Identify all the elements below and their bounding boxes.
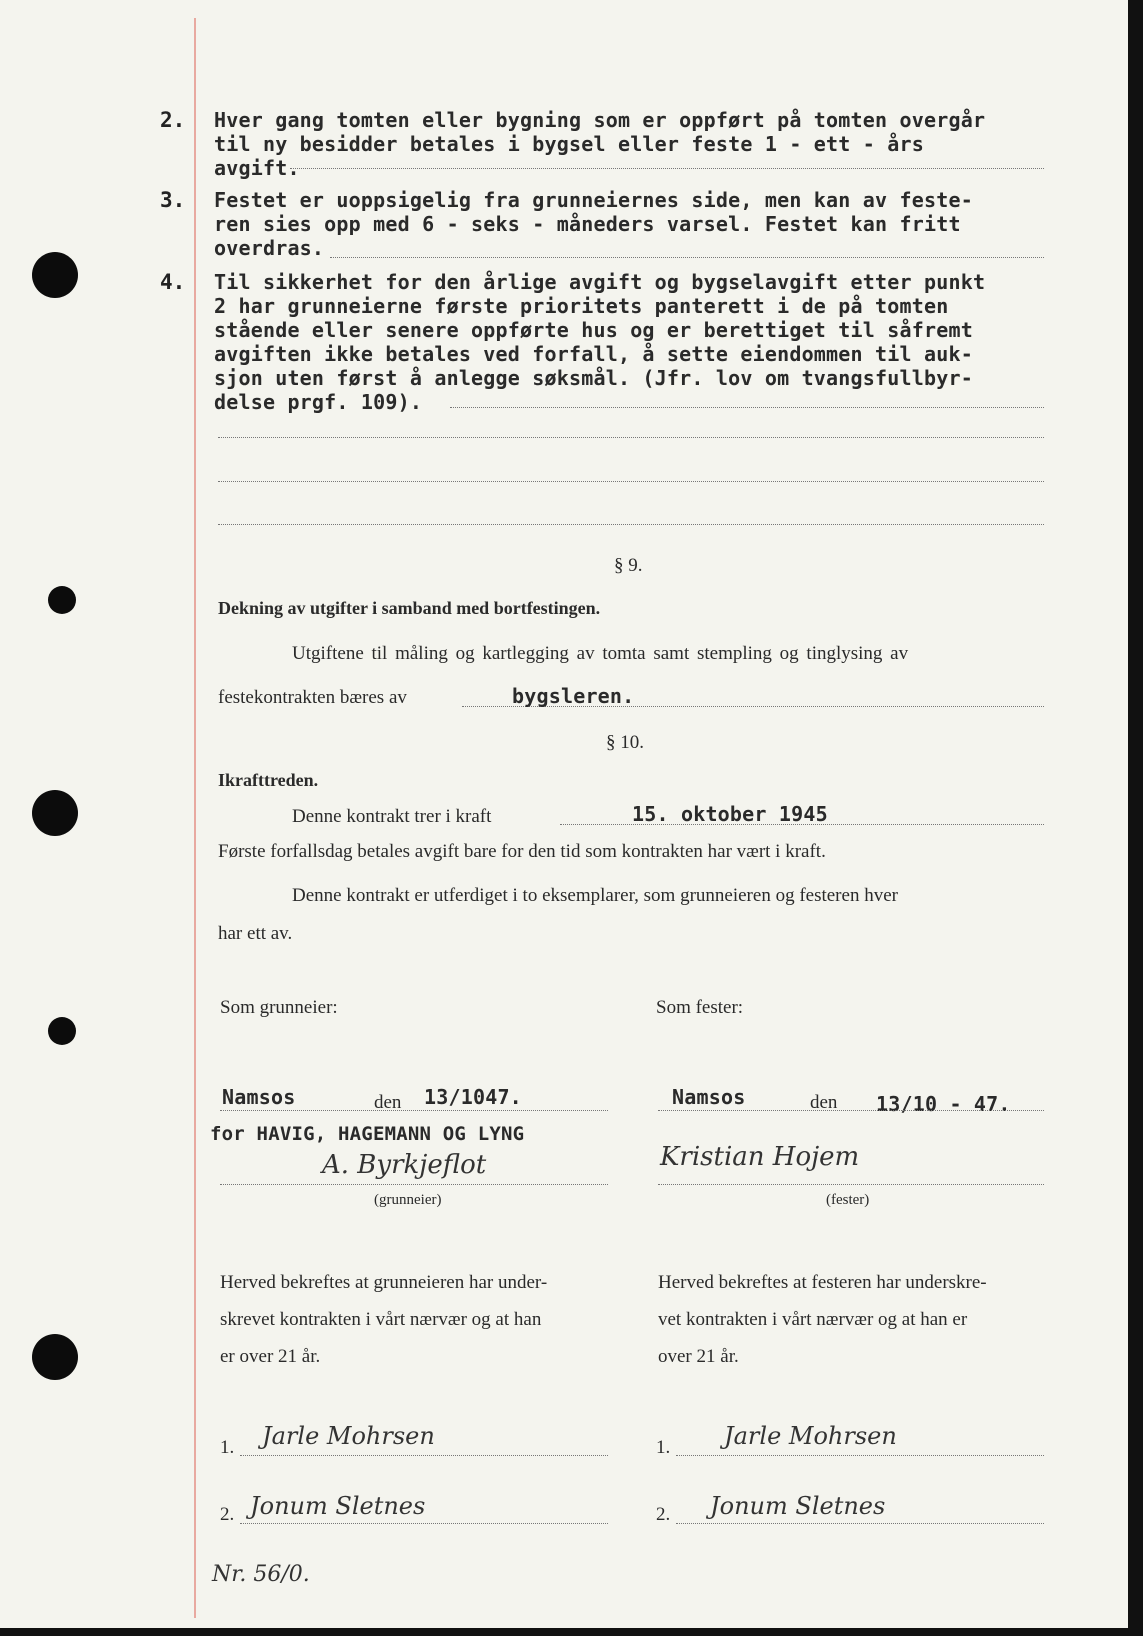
witness-signature: Jonum Sletnes	[250, 1492, 426, 1520]
dotted-line	[676, 1523, 1044, 1524]
item-line: til ny besidder betales i bygsel eller feste 1 - ett - års	[214, 132, 924, 156]
dotted-line	[450, 407, 1044, 408]
witness-number: 1.	[656, 1437, 671, 1458]
item-line: stående eller senere oppførte hus og er berettiget til såfremt	[214, 318, 973, 342]
section-subheading: Dekning av utgifter i samband med bortfestingen.	[218, 598, 601, 618]
date: 13/1047.	[424, 1085, 522, 1109]
confirm-line: Herved bekreftes at grunneieren har under-	[220, 1272, 548, 1293]
place: Namsos	[222, 1085, 296, 1109]
dotted-line	[330, 257, 1044, 258]
item-text	[214, 270, 1064, 414]
margin-line	[194, 18, 196, 1618]
section-heading: § 10.	[606, 732, 644, 753]
item-number: 3.	[160, 188, 186, 212]
item-line: sjon uten først å anlegge søksmål. (Jfr. lov om tvangsfullbyr-	[214, 366, 973, 390]
dotted-line	[218, 437, 1044, 438]
section-text: festekontrakten bæres av	[218, 687, 407, 708]
confirm-text-right	[658, 1264, 987, 1375]
item-line: ren sies opp med 6 - seks - måneders varsel. Festet kan fritt	[214, 212, 961, 236]
caption: (grunneier)	[374, 1192, 442, 1208]
punch-hole	[48, 1017, 76, 1045]
den-label: den	[374, 1092, 402, 1113]
witness-number: 2.	[656, 1504, 671, 1525]
place: Namsos	[672, 1085, 746, 1109]
dotted-line	[240, 1523, 608, 1524]
item-line: Festet er uoppsigelig fra grunneiernes side, men kan av feste-	[214, 188, 973, 212]
dotted-line	[220, 1110, 608, 1111]
item-text	[214, 188, 1064, 260]
dotted-line	[290, 168, 1044, 169]
item-text	[214, 108, 1064, 180]
dotted-line	[240, 1455, 608, 1456]
dotted-line	[658, 1110, 1044, 1111]
section-heading: § 9.	[614, 555, 643, 576]
company-name: for HAVIG, HAGEMANN OG LYNG	[210, 1123, 525, 1145]
item-line: Til sikkerhet for den årlige avgift og bygselavgift etter punkt	[214, 270, 986, 294]
section-text: Denne kontrakt er utferdiget i to eksemplarer, som grunneieren og festeren hver	[292, 885, 898, 906]
section-text: Første forfallsdag betales avgift bare for den tid som kontrakten har vært i kraft.	[218, 841, 826, 862]
filled-value: 15. oktober 1945	[632, 802, 828, 826]
witness-signature: Jarle Mohrsen	[262, 1422, 435, 1450]
item-line: Hver gang tomten eller bygning som er oppført på tomten overgår	[214, 108, 986, 132]
date: 13/10 - 47.	[876, 1092, 1011, 1116]
witness-number: 2.	[220, 1504, 235, 1525]
witness-signature: Jarle Mohrsen	[724, 1422, 897, 1450]
item-line: avgiften ikke betales ved forfall, å sette eiendommen til auk-	[214, 342, 973, 366]
item-line: 2 har grunneierne første prioritets panterett i de på tomten	[214, 294, 949, 318]
item-line: delse prgf. 109).	[214, 390, 423, 414]
grunneier-label: Som grunneier:	[220, 997, 338, 1018]
dotted-line	[218, 481, 1044, 482]
filled-value: bygsleren.	[512, 684, 635, 708]
witness-signature: Jonum Sletnes	[710, 1492, 886, 1520]
confirm-line: Herved bekreftes at festeren har underskre-	[658, 1272, 987, 1293]
section-text: Denne kontrakt trer i kraft	[292, 806, 492, 827]
confirm-line: er over 21 år.	[220, 1346, 321, 1367]
punch-hole	[32, 1334, 78, 1380]
bottom-note: Nr. 56/0.	[212, 1562, 310, 1587]
punch-hole	[48, 586, 76, 614]
confirm-line: vet kontrakten i vårt nærvær og at han er	[658, 1309, 968, 1330]
fester-label: Som fester:	[656, 997, 744, 1018]
signature-line	[658, 1184, 1044, 1185]
den-label: den	[810, 1092, 838, 1113]
section-subheading: Ikrafttreden.	[218, 770, 319, 790]
confirm-text-left	[220, 1264, 547, 1375]
confirm-line: over 21 år.	[658, 1346, 739, 1367]
item-line: avgift.	[214, 156, 300, 180]
fester-signature: Kristian Hojem	[660, 1142, 860, 1172]
punch-hole	[32, 252, 78, 298]
signature-line	[220, 1184, 608, 1185]
item-number: 2.	[160, 108, 186, 132]
confirm-line: skrevet kontrakten i vårt nærvær og at han	[220, 1309, 542, 1330]
punch-hole	[32, 790, 78, 836]
section-text: har ett av.	[218, 923, 293, 944]
caption: (fester)	[826, 1192, 870, 1208]
dotted-line	[218, 524, 1044, 525]
witness-number: 1.	[220, 1437, 235, 1458]
grunneier-signature: A. Byrkjeflot	[322, 1150, 487, 1180]
dotted-line	[676, 1455, 1044, 1456]
section-text: Utgiftene til måling og kartlegging av tomta samt stempling og tinglysing av	[292, 643, 909, 664]
item-number: 4.	[160, 270, 186, 294]
item-line: overdras.	[214, 236, 325, 260]
